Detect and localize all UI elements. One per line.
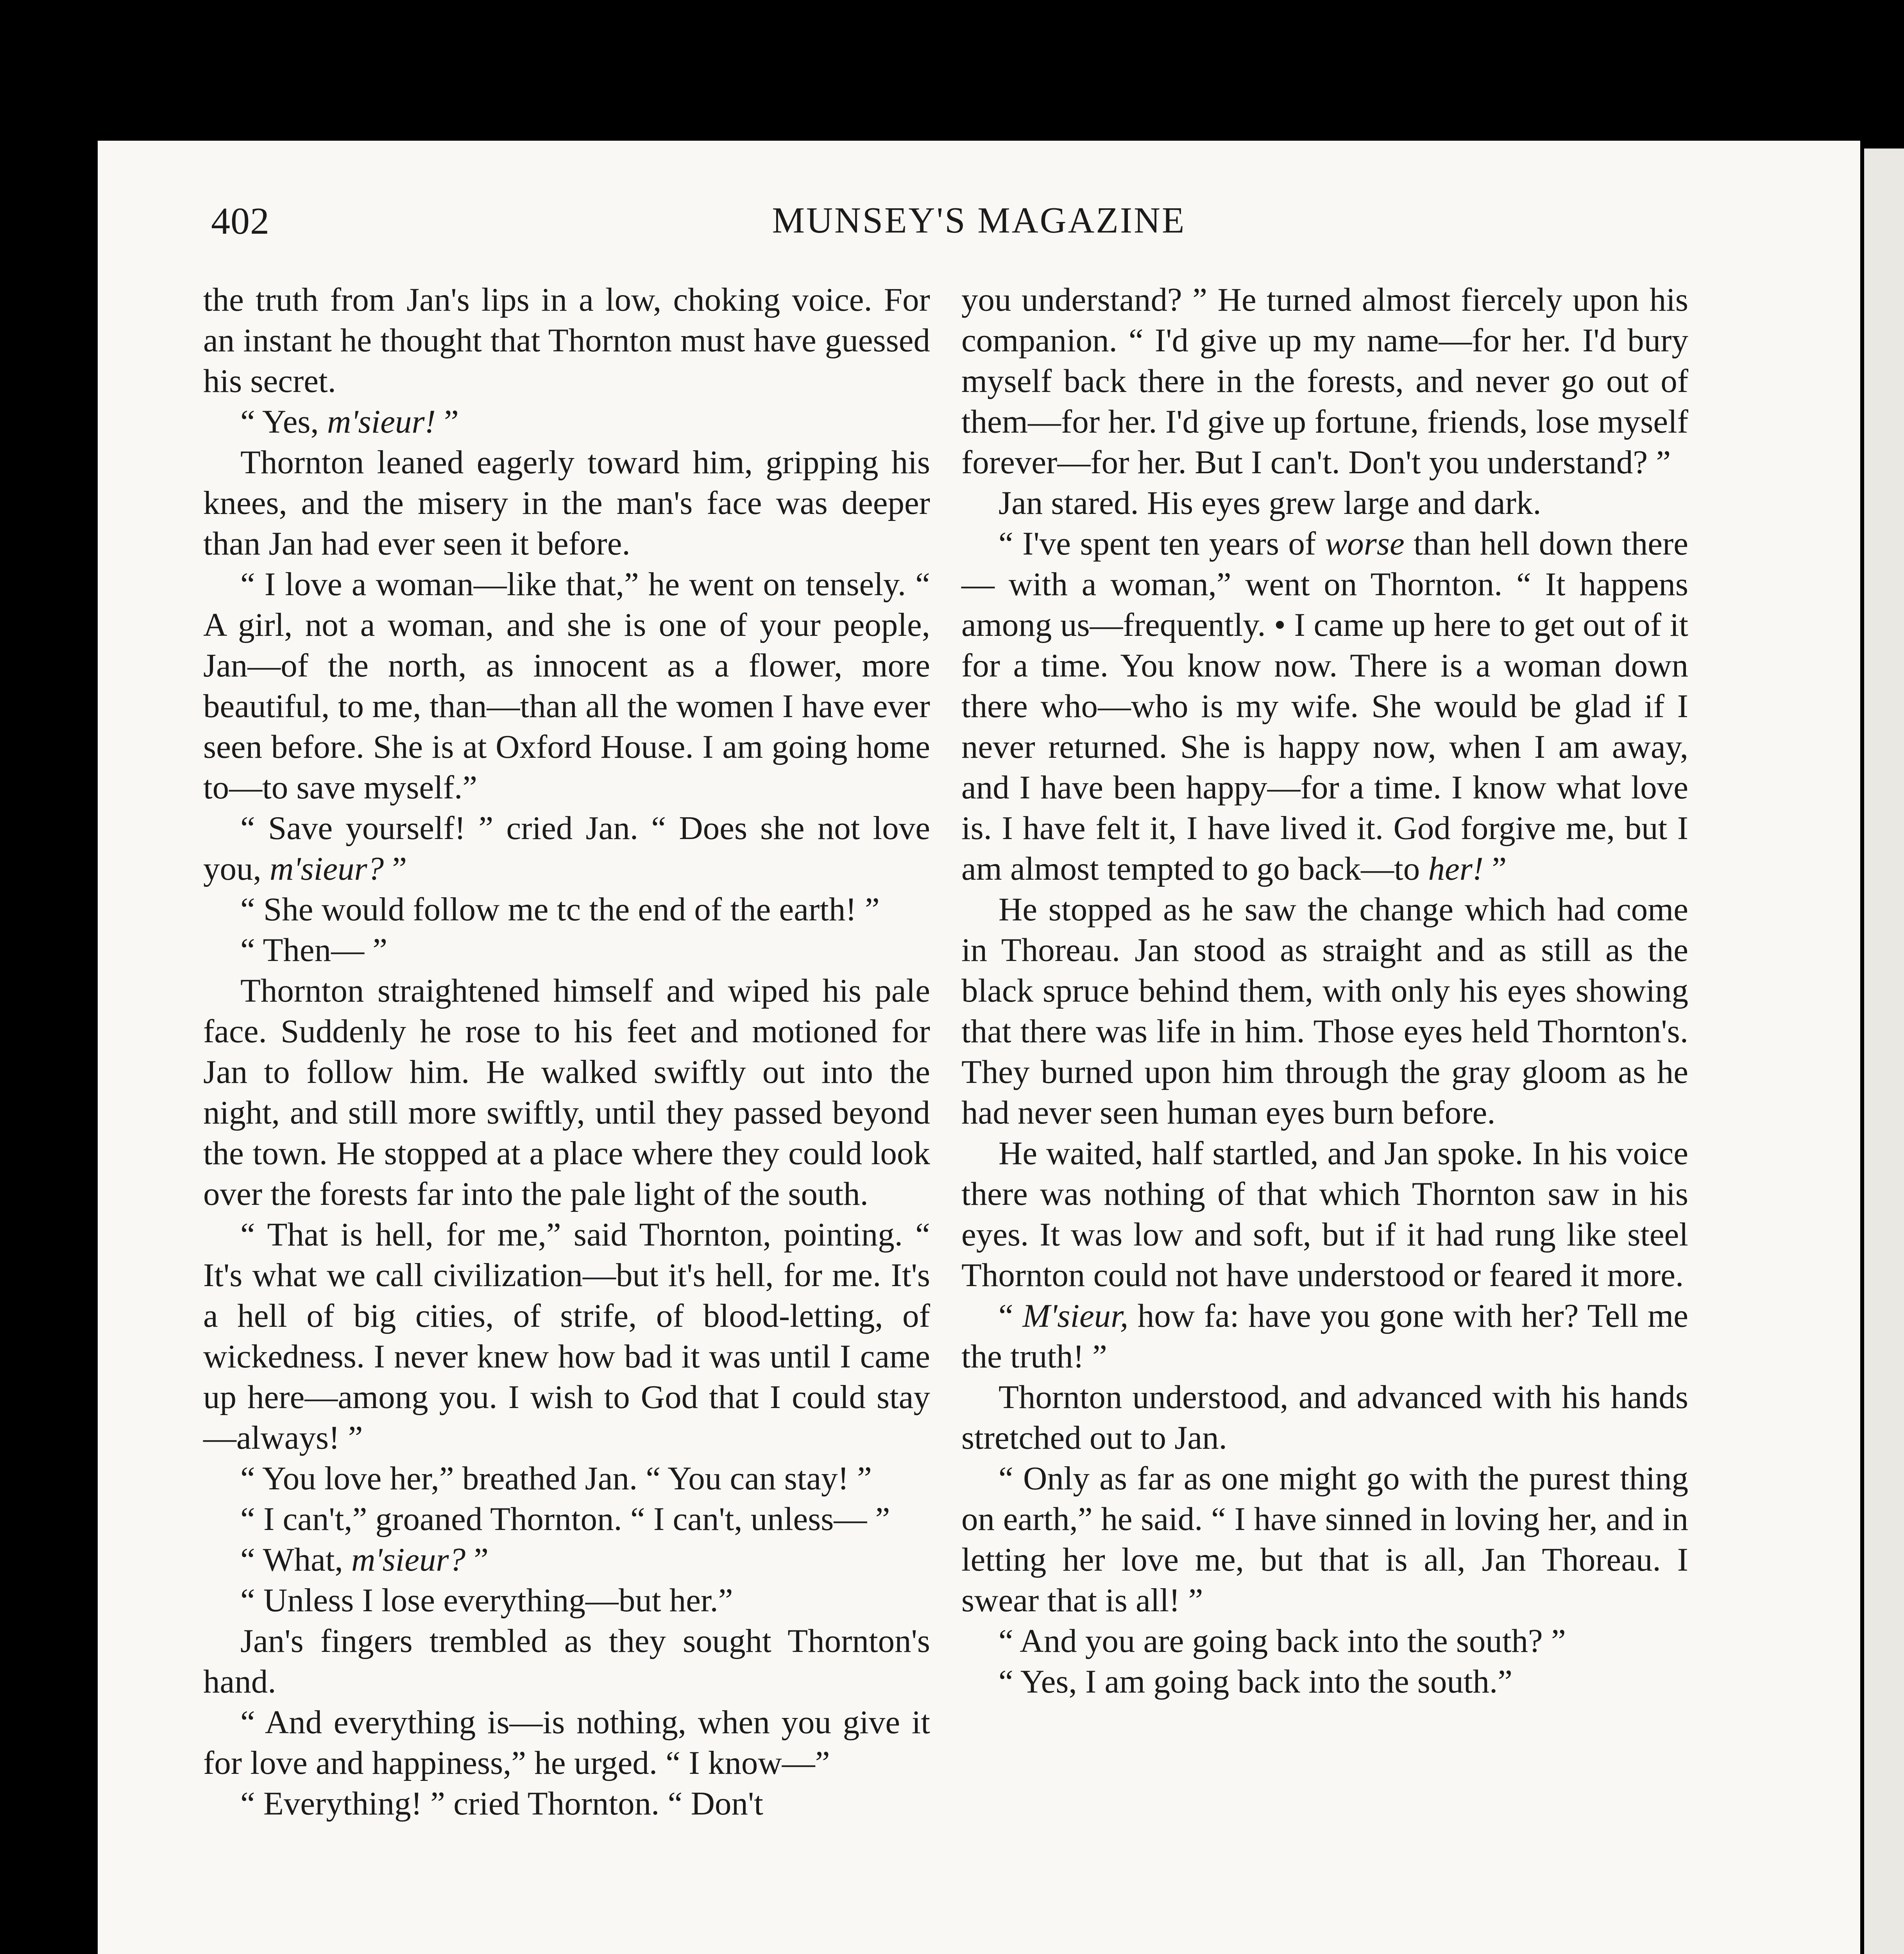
right-column-paragraph: “ And you are going back into the south? ” — [999, 1623, 1566, 1659]
left-column-paragraph: “ Then— ” — [240, 932, 388, 968]
left-column-paragraph: the truth from Jan's lips in a low, choking voice. For an instant he thought that Thornton must have guessed his secret. — [203, 281, 930, 399]
right-column-paragraph: Thornton understood, and advanced with his hands stretched out to Jan. — [961, 1379, 1688, 1456]
left-column-paragraph: Jan's fingers trembled as they sought Thornton's hand. — [203, 1623, 930, 1700]
adjacent-page-edge — [1864, 149, 1904, 1954]
left-column-paragraph: “ That is hell, for me,” said Thornton, pointing. “ It's what we call civilization—but it's hell, for me. It's a hell of big cities, of strife, of blood-letting, of wickedness. I never knew how bad it was until I came up here—among you. I wish to God that I could stay—always! ” — [203, 1216, 930, 1456]
right-text-column — [961, 279, 1688, 1702]
left-column-paragraph: “ Everything! ” cried Thornton. “ Don't — [240, 1785, 763, 1822]
left-column-paragraph: “ Save yourself! ” cried Jan. “ Does she not love you, m'sieur? ” — [203, 810, 930, 887]
right-column-paragraph: “ I've spent ten years of worse than hell down there — with a woman,” went on Thornton. “ It happens among us—frequently. • I came up here to get out of it for a time. You know now. There is a woman down there who—who is my wife. She would be glad if I never returned. She is happy now, when I am away, and I have been happy—for a time. I know what love is. I have felt it, I have lived it. God forgive me, but I am almost tempted to go back—to her! ” — [961, 525, 1689, 887]
left-column-paragraph: “ You love her,” breathed Jan. “ You can stay! ” — [240, 1460, 872, 1497]
left-column-paragraph: Thornton straightened himself and wiped his pale face. Suddenly he rose to his feet and motioned for Jan to follow him. He walked swiftly out into the night, and still more swiftly, until they passed beyond the town. He stopped at a place where they could look over the forests far into the pale light of the south. — [203, 972, 930, 1212]
left-column-paragraph: “ I love a woman—like that,” he went on tensely. “ A girl, not a woman, and she is one of your people, Jan—of the north, as innocent as a flower, more beautiful, to me, than—than all the women I have ever seen before. She is at Oxford House. I am going home to—to save myself.” — [203, 566, 930, 806]
right-column-paragraph: He stopped as he saw the change which had come in Thoreau. Jan stood as straight and as still as the black spruce behind them, with only his eyes showing that there was life in him. Those eyes held Thornton's. They burned upon him through the gray gloom as he had never seen human eyes burn before. — [961, 891, 1688, 1131]
right-column-paragraph: “ M'sieur, how fa: have you gone with her? Tell me the truth! ” — [961, 1297, 1688, 1375]
left-column-paragraph: “ What, m'sieur? ” — [240, 1541, 489, 1578]
left-column-paragraph: “ I can't,” groaned Thornton. “ I can't, unless— ” — [240, 1501, 890, 1537]
left-column-paragraph: “ And everything is—is nothing, when you give it for love and happiness,” he urged. “ I know—” — [203, 1704, 930, 1781]
right-column-paragraph: He waited, half startled, and Jan spoke. In his voice there was nothing of that which Thornton saw in his eyes. It was low and soft, but if it had rung like steel Thornton could not have understood or feared it more. — [961, 1135, 1688, 1294]
running-head: MUNSEY'S MAGAZINE — [772, 200, 1186, 241]
left-column-paragraph: “ Yes, m'sieur! ” — [240, 403, 459, 440]
right-column-paragraph: “ Only as far as one might go with the purest thing on earth,” he said. “ I have sinned in loving her, and in letting her love me, but that is all, Jan Thoreau. I swear that is all! ” — [961, 1460, 1688, 1619]
magazine-page — [98, 141, 1860, 1954]
left-column-paragraph: Thornton leaned eagerly toward him, gripping his knees, and the misery in the man's face was deeper than Jan had ever seen it before. — [203, 444, 930, 562]
page-number: 402 — [211, 200, 270, 242]
right-column-paragraph: you understand? ” He turned almost fiercely upon his companion. “ I'd give up my name—for her. I'd bury myself back there in the forests, and never go out of them—for her. I'd give up fortune, friends, lose myself forever—for her. But I can't. Don't you understand? ” — [961, 281, 1688, 481]
right-column-paragraph: “ Yes, I am going back into the south.” — [999, 1663, 1512, 1700]
right-column-paragraph: Jan stared. His eyes grew large and dark. — [999, 485, 1541, 521]
left-column-paragraph: “ She would follow me tc the end of the earth! ” — [240, 891, 880, 928]
left-text-column — [203, 279, 930, 1824]
left-column-paragraph: “ Unless I lose everything—but her.” — [240, 1582, 733, 1619]
